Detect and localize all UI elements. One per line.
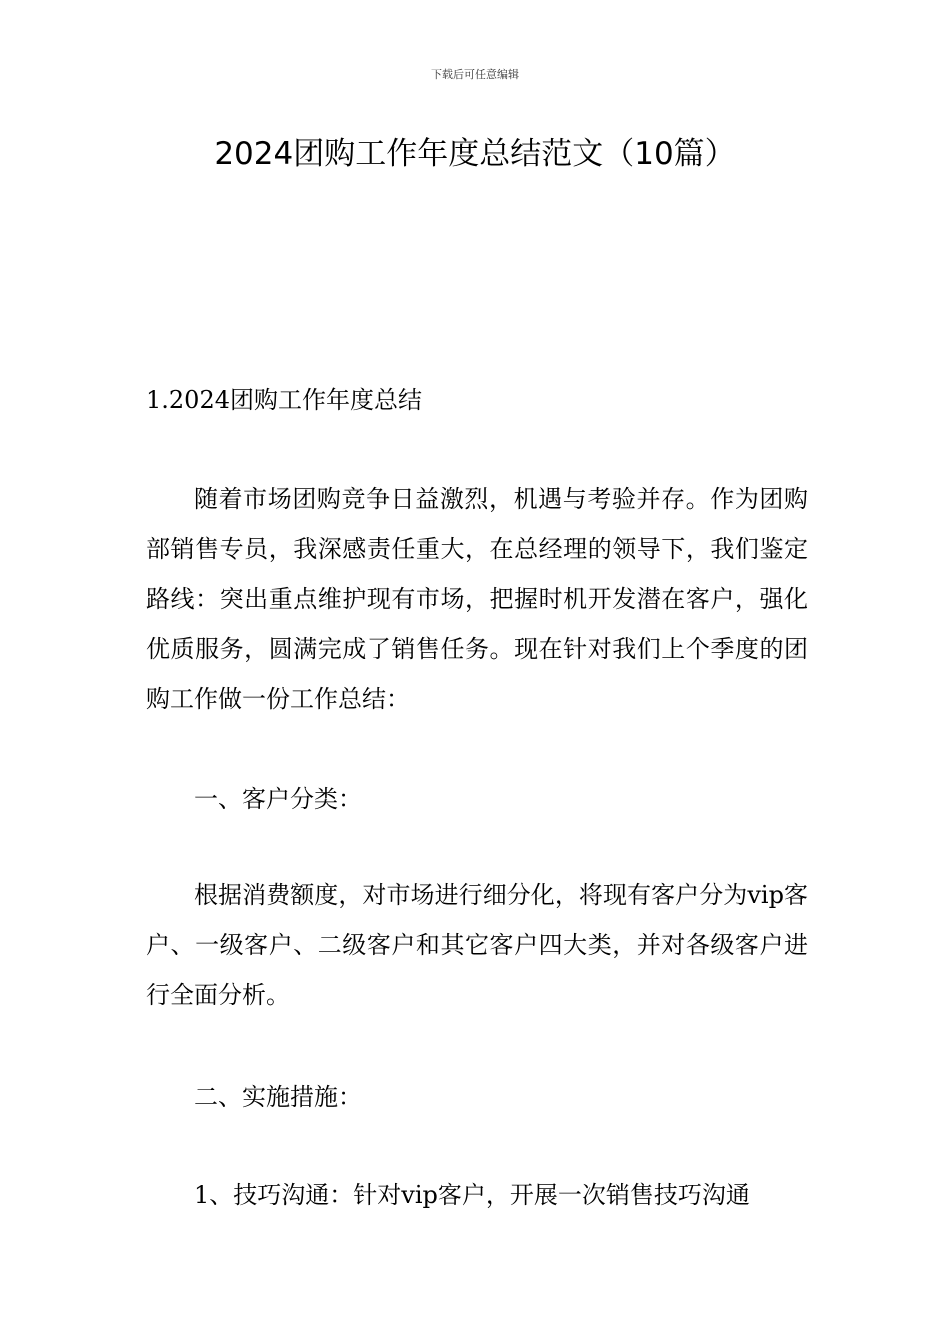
measure-paragraph: 1、技巧沟通：针对vip客户，开展一次销售技巧沟通 xyxy=(194,1181,750,1209)
header-note: 下载后可任意编辑 xyxy=(431,68,519,81)
intro-paragraph: 随着市场团购竞争日益激烈，机遇与考验并存。作为团购部销售专员，我深感责任重大，在总经理的领导下，我们鉴定路线：突出重点维护现有市场，把握时机开发潜在客户，强化优质服务，圆满完成了销售任务。现在针对我们上个季度的团购工作做一份工作总结： xyxy=(146,485,808,713)
document-title: 2024团购工作年度总结范文（10篇） xyxy=(214,136,736,172)
section-heading: 1.2024团购工作年度总结 xyxy=(146,386,422,414)
heading-implementation-measures: 二、实施措施： xyxy=(194,1083,362,1111)
heading-customer-classification: 一、客户分类： xyxy=(194,785,362,813)
classification-paragraph: 根据消费额度，对市场进行细分化，将现有客户分为vip客户、一级客户、二级客户和其它客户四大类，并对各级客户进行全面分析。 xyxy=(146,881,808,1009)
